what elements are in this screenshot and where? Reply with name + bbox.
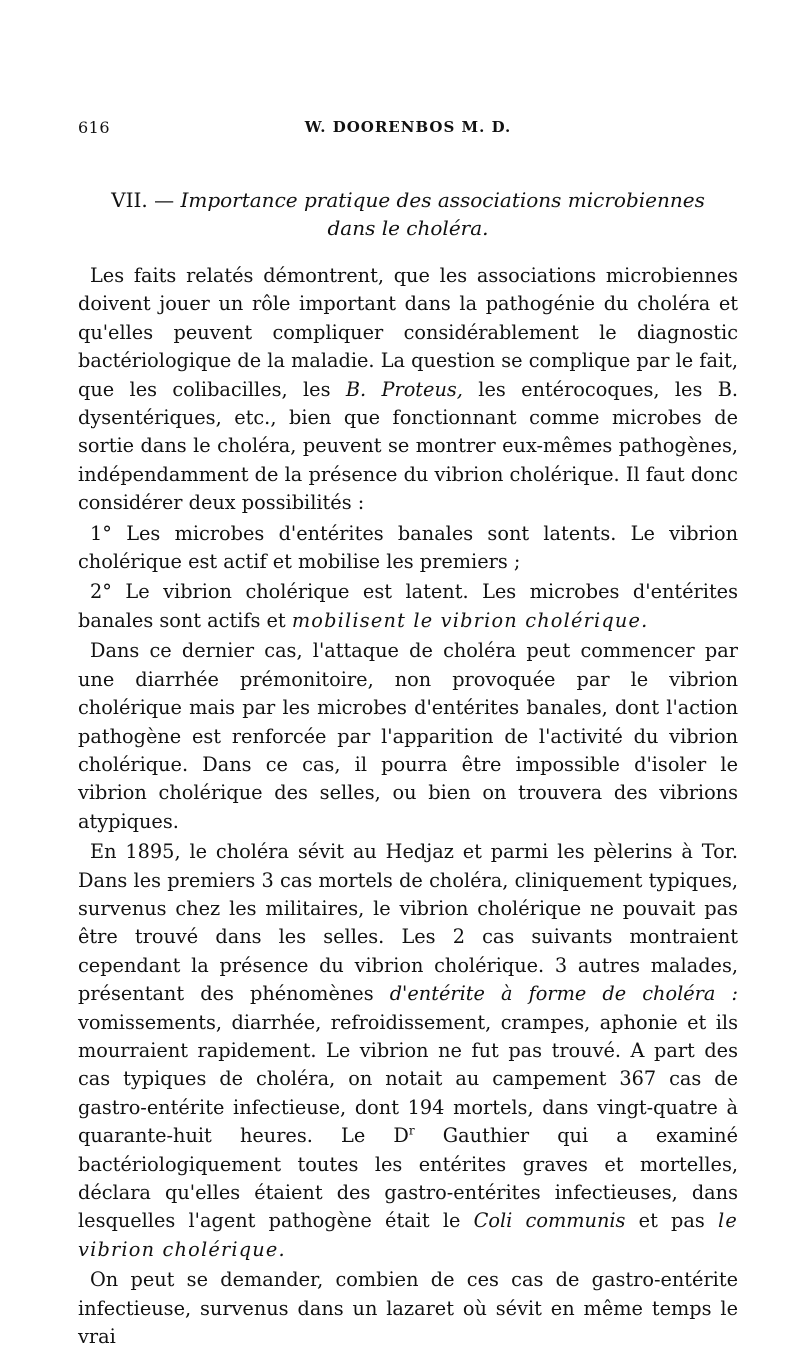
paragraph-1-text-c: les entérocoques, les B. dysentériques, etc., bien que fonctionnant comme microbes de sortie dans le choléra, peuvent se montrer eux-mêmes pathogènes, indépendamment de la présence du vibrion cholérique. Il faut donc considérer deux possibilités :	[78, 377, 738, 515]
section-title-line2: dans le choléra.	[327, 216, 489, 240]
body-text	[78, 262, 738, 1351]
paragraph-1-italic-proteus: B. Proteus,	[345, 377, 463, 401]
page-number: 616	[78, 118, 111, 137]
paragraph-5-italic-enterite: d'entérite à forme de choléra :	[389, 982, 738, 1006]
section-title-line1: Importance pratique des associations microbiennes	[180, 188, 705, 212]
paragraph-5-superscript: r	[408, 1123, 415, 1138]
paragraph-5	[78, 838, 738, 1264]
paragraph-1-text-a: Les faits relatés démontrent, que les associations microbiennes doivent jouer un rôle important dans la pathogénie du choléra et qu'elles peuvent compliquer considérablement le diagnostic bactériologique de la maladie. La question se complique par le fait, que les colibacilles, les	[78, 264, 738, 401]
paragraph-6: On peut se demander, combien de ces cas de gastro-entérite infectieuse, survenus dans un lazaret où sévit en même temps le vrai	[78, 1268, 738, 1349]
paragraph-2: 1° Les microbes d'entérites banales sont latents. Le vibrion cholérique est actif et mobilise les premiers ;	[78, 521, 738, 574]
paragraph-1	[78, 262, 738, 518]
section-title	[78, 186, 738, 242]
paragraph-5-text-a: En 1895, le choléra sévit au Hedjaz et parmi les pèlerins à Tor. Dans les premiers 3 cas mortels de choléra, cliniquement typiques, survenus chez les militaires, le vibrion cholérique ne pouvait pas être trouvé dans les selles. Les 2 cas suivants montraient cependant la présence du vibrion cholérique. 3 autres malades, présentant des phénomènes	[78, 840, 738, 1006]
running-head	[78, 118, 738, 146]
paragraph-3	[78, 578, 738, 635]
page	[78, 118, 738, 1351]
paragraph-3-italic: mobilisent le vibrion cholérique.	[291, 608, 649, 632]
paragraph-5-text-f: et pas	[625, 1209, 719, 1233]
paragraph-5-text-d: Gauthier qui a examiné bactériologiquement toutes les entérites graves et mortelles, déclara qu'elles étaient des gastro-entérites infectieuses, dans lesquelles l'agent pathogène était le	[78, 1124, 738, 1233]
paragraph-3-text-a: 2° Le vibrion cholérique est latent. Les microbes d'entérites banales sont actifs et	[78, 580, 738, 632]
paragraph-5-text-c: vomissements, diarrhée, refroidissement, crampes, aphonie et ils mourraient rapidement. Le vibrion ne fut pas trouvé. A part des cas typiques de choléra, on notait au campement 367 cas de gastro-entérite infectieuse, dont 194 mortels, dans vingt-quatre à quarante-huit heures. Le D	[78, 1010, 738, 1148]
author-heading: W. DOORENBOS M. D.	[304, 118, 512, 136]
paragraph-4: Dans ce dernier cas, l'attaque de choléra peut commencer par une diarrhée prémonitoire, non provoquée par le vibrion cholérique mais par les microbes d'entérites banales, dont l'action pathogène est renforcée par l'apparition de l'activité du vibrion cholérique. Dans ce cas, il pourra être impossible d'isoler le vibrion cholérique des selles, ou bien on trouvera des vibrions atypiques.	[78, 639, 738, 833]
section-number: VII. —	[111, 188, 175, 212]
paragraph-5-italic-coli: Coli communis	[473, 1209, 626, 1233]
paragraph-5-italic-vibrion: le vibrion cholérique.	[78, 1209, 738, 1261]
